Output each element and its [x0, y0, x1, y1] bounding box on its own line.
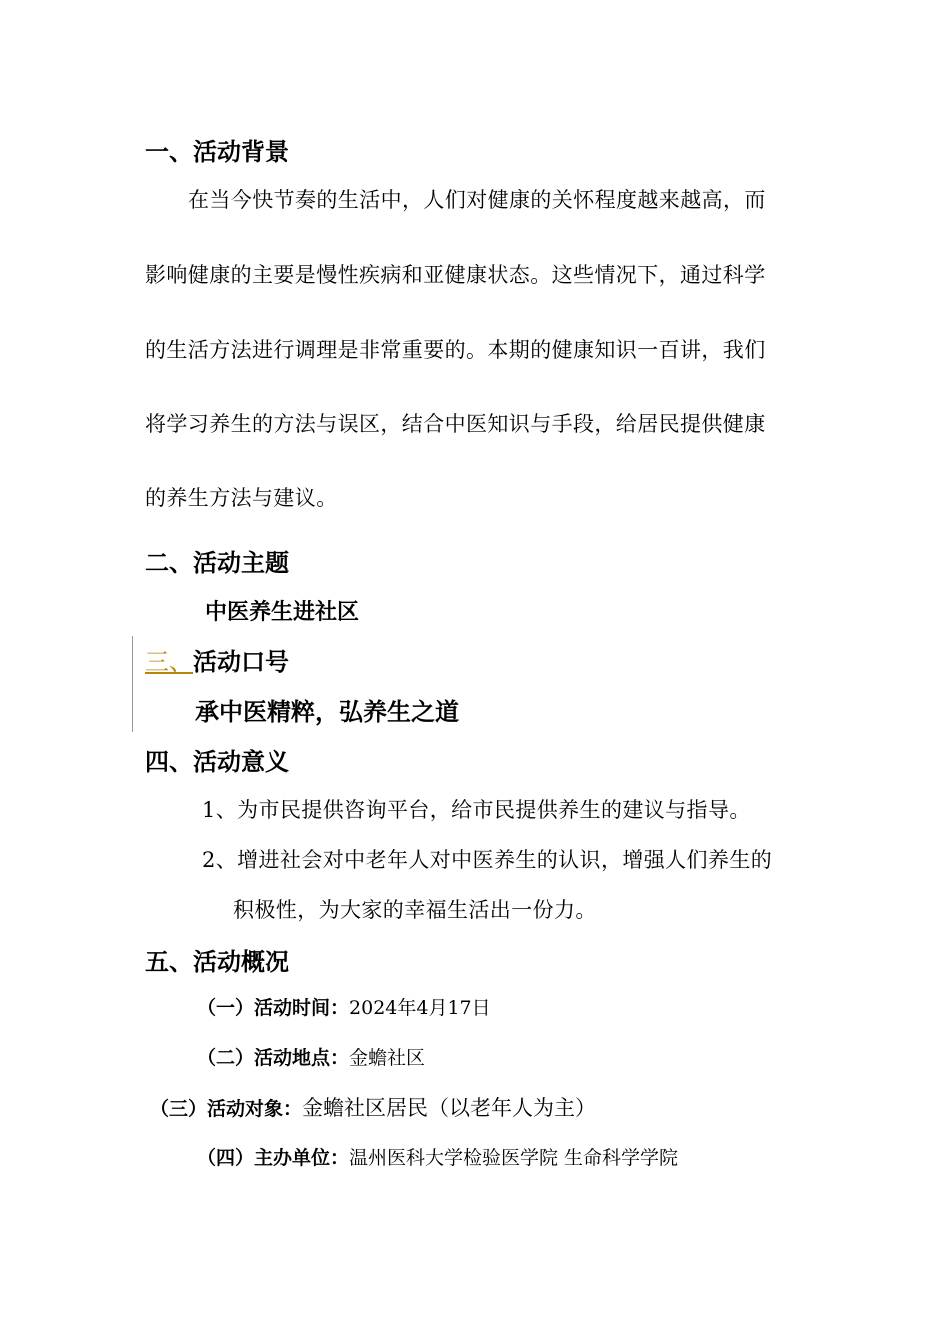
overview-value: 2024年4月17日: [349, 997, 491, 1019]
background-paragraph-line: 在当今快节奏的生活中，人们对健康的关怀程度越来越高，而: [188, 188, 766, 212]
slogan-content: 承中医精粹，弘养生之道: [195, 698, 459, 726]
section-heading-slogan: [145, 650, 289, 674]
background-paragraph-line: 将学习养生的方法与误区，结合中医知识与手段，给居民提供健康: [145, 412, 766, 436]
overview-value: 金蟾社区居民（以老年人为主）: [302, 1096, 597, 1120]
overview-label: （一）活动时间：: [197, 997, 350, 1019]
significance-item-continuation: 积极性，为大家的幸福生活出一份力。: [233, 898, 597, 922]
heading-number-link[interactable]: 三、: [145, 648, 193, 676]
overview-label: （三）活动对象：: [150, 1098, 303, 1120]
overview-value: 温州医科大学检验医学院 生命科学学院: [349, 1147, 679, 1169]
theme-content: 中医养生进社区: [205, 600, 360, 625]
overview-row-time: [197, 999, 491, 1018]
overview-value: 金蟾社区: [349, 1047, 426, 1069]
heading-text: 活动口号: [193, 648, 289, 676]
background-paragraph-line: 影响健康的主要是慢性疾病和亚健康状态。这些情况下，通过科学: [145, 263, 766, 287]
revision-change-bar: [132, 636, 133, 732]
significance-item: 1、为市民提供咨询平台，给市民提供养生的建议与指导。: [202, 798, 751, 822]
overview-label: （二）活动地点：: [197, 1047, 350, 1069]
significance-item: 2、增进社会对中老年人对中医养生的认识，增强人们养生的: [202, 848, 773, 872]
background-paragraph-line: 的养生方法与建议。: [145, 486, 338, 510]
section-heading-theme: 二、活动主题: [145, 549, 289, 577]
overview-label: （四）主办单位：: [197, 1147, 350, 1169]
section-heading-significance: 四、活动意义: [145, 748, 289, 776]
section-heading-overview: 五、活动概况: [145, 948, 289, 976]
section-heading-background: 一、活动背景: [145, 138, 289, 166]
overview-row-location: [197, 1049, 425, 1068]
background-paragraph-line: 的生活方法进行调理是非常重要的。本期的健康知识一百讲，我们: [145, 338, 766, 362]
overview-row-audience: [150, 1098, 596, 1119]
overview-row-organizer: [197, 1149, 678, 1168]
